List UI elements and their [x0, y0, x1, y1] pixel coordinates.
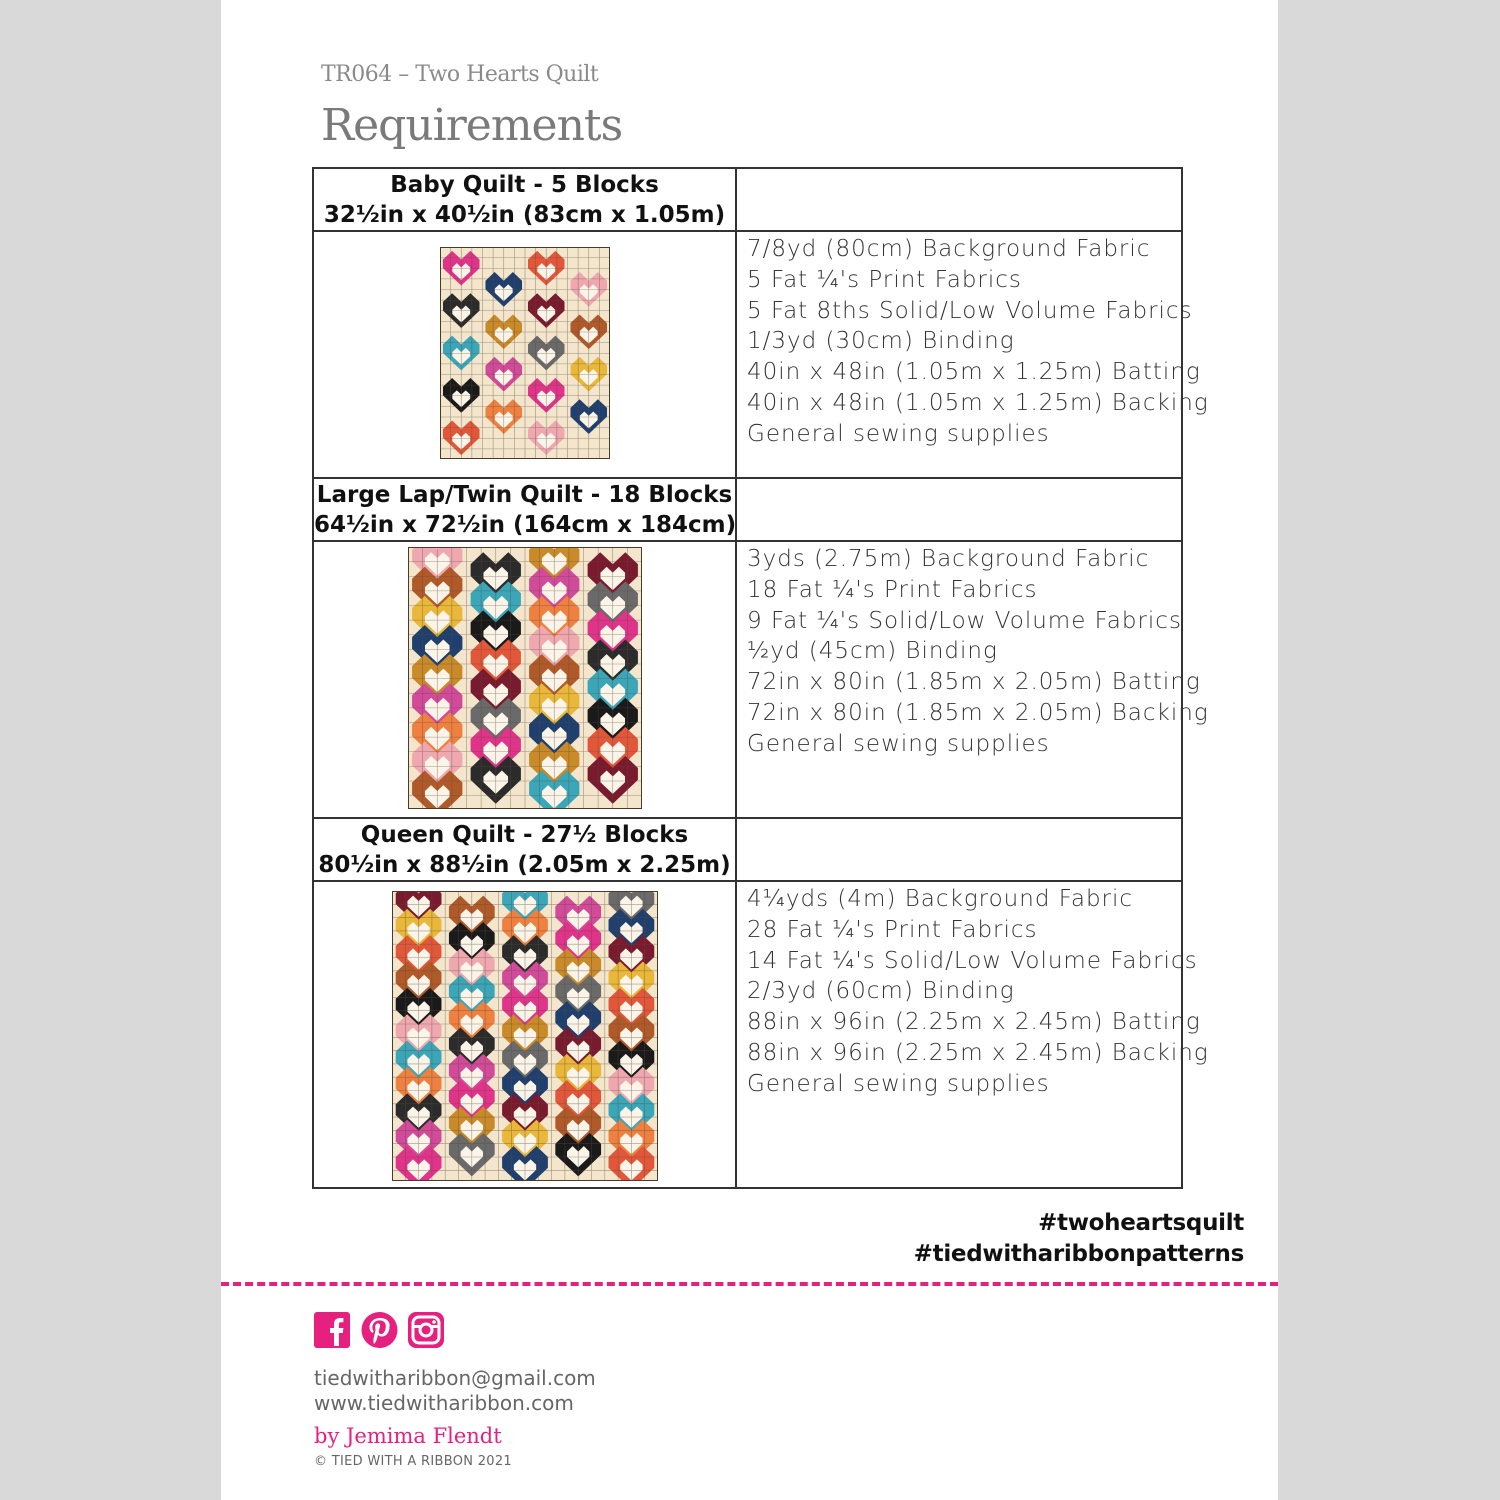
queen-quilt-layout [392, 891, 658, 1181]
author-credit: by Jemima Flendt [314, 1424, 502, 1448]
material-item: ½yd (45cm) Binding [747, 638, 998, 665]
material-item: 40in x 48in (1.05m x 1.25m) Batting [747, 359, 1201, 386]
size-dimensions: 32½in x 40½in (83cm x 1.05m) [323, 202, 726, 228]
material-item: 72in x 80in (1.85m x 2.05m) Backing [747, 699, 1209, 726]
size-name: Baby Quilt - 5 Blocks [390, 172, 659, 198]
material-item: 9 Fat ¼'s Solid/Low Volume Fabrics [747, 607, 1182, 634]
empty-cell [736, 168, 1182, 231]
requirements-table [312, 167, 1209, 1189]
email-link[interactable]: tiedwitharibbon@gmail.com [314, 1366, 596, 1390]
material-item: 3yds (2.75m) Background Fabric [747, 546, 1150, 572]
materials-list [736, 231, 1209, 478]
material-item: General sewing supplies [747, 420, 1050, 447]
material-item: 7/8yd (80cm) Background Fabric [747, 236, 1151, 262]
size-header [313, 478, 736, 541]
material-item: 72in x 80in (1.85m x 2.05m) Batting [747, 669, 1201, 696]
size-header-row [313, 478, 1182, 541]
baby-quilt-layout [440, 247, 610, 459]
materials-list [736, 881, 1209, 1188]
size-name: Queen Quilt - 27½ Blocks [360, 822, 689, 848]
material-item: 14 Fat ¼'s Solid/Low Volume Fabrics [747, 947, 1198, 974]
material-item: 4¼yds (4m) Background Fabric [747, 886, 1134, 912]
size-detail-row [313, 881, 1182, 1188]
contact-info [314, 1366, 596, 1416]
size-dimensions: 64½in x 72½in (164cm x 184cm) [314, 512, 737, 538]
size-dimensions: 80½in x 88½in (2.05m x 2.25m) [318, 852, 731, 878]
material-item: 5 Fat ¼'s Print Fabrics [747, 266, 1022, 293]
lap-twin-quilt-layout [408, 547, 642, 809]
material-item: 88in x 96in (2.25m x 2.45m) Batting [747, 1009, 1201, 1036]
material-item: 5 Fat 8ths Solid/Low Volume Fabrics [747, 297, 1193, 324]
size-header [313, 168, 736, 231]
instagram-icon[interactable] [408, 1310, 445, 1350]
size-header-row [313, 818, 1182, 881]
hashtag[interactable]: #twoheartsquilt [1038, 1210, 1244, 1236]
empty-cell [736, 818, 1182, 881]
quilt-image-cell [313, 231, 736, 478]
hashtags [914, 1208, 1244, 1270]
size-name: Large Lap/Twin Quilt - 18 Blocks [316, 482, 733, 508]
pattern-page [221, 0, 1278, 1500]
size-header-row [313, 168, 1182, 231]
material-item: General sewing supplies [747, 1070, 1050, 1097]
materials-list [736, 541, 1209, 818]
material-item: General sewing supplies [747, 730, 1050, 757]
quilt-image-cell [313, 541, 736, 818]
size-detail-row [313, 231, 1182, 478]
website-link[interactable]: www.tiedwitharibbon.com [314, 1391, 574, 1415]
material-item: 18 Fat ¼'s Print Fabrics [747, 576, 1038, 603]
dashed-divider [221, 1282, 1278, 1286]
copyright-notice: © TIED WITH A RIBBON 2021 [314, 1454, 512, 1469]
hashtag[interactable]: #tiedwitharibbonpatterns [913, 1241, 1244, 1267]
material-item: 88in x 96in (2.25m x 2.45m) Backing [747, 1039, 1209, 1066]
material-item: 1/3yd (30cm) Binding [747, 328, 1015, 355]
size-header [313, 818, 736, 881]
size-detail-row [313, 541, 1182, 818]
material-item: 40in x 48in (1.05m x 1.25m) Backing [747, 389, 1209, 416]
quilt-image-cell [313, 881, 736, 1188]
pattern-code: TR064 – Two Hearts Quilt [321, 62, 599, 87]
material-item: 2/3yd (60cm) Binding [747, 978, 1015, 1005]
social-links [314, 1310, 445, 1350]
empty-cell [736, 478, 1182, 541]
material-item: 28 Fat ¼'s Print Fabrics [747, 916, 1038, 943]
pinterest-icon[interactable] [361, 1310, 398, 1350]
page-title: Requirements [321, 100, 623, 151]
facebook-icon[interactable] [314, 1310, 351, 1350]
